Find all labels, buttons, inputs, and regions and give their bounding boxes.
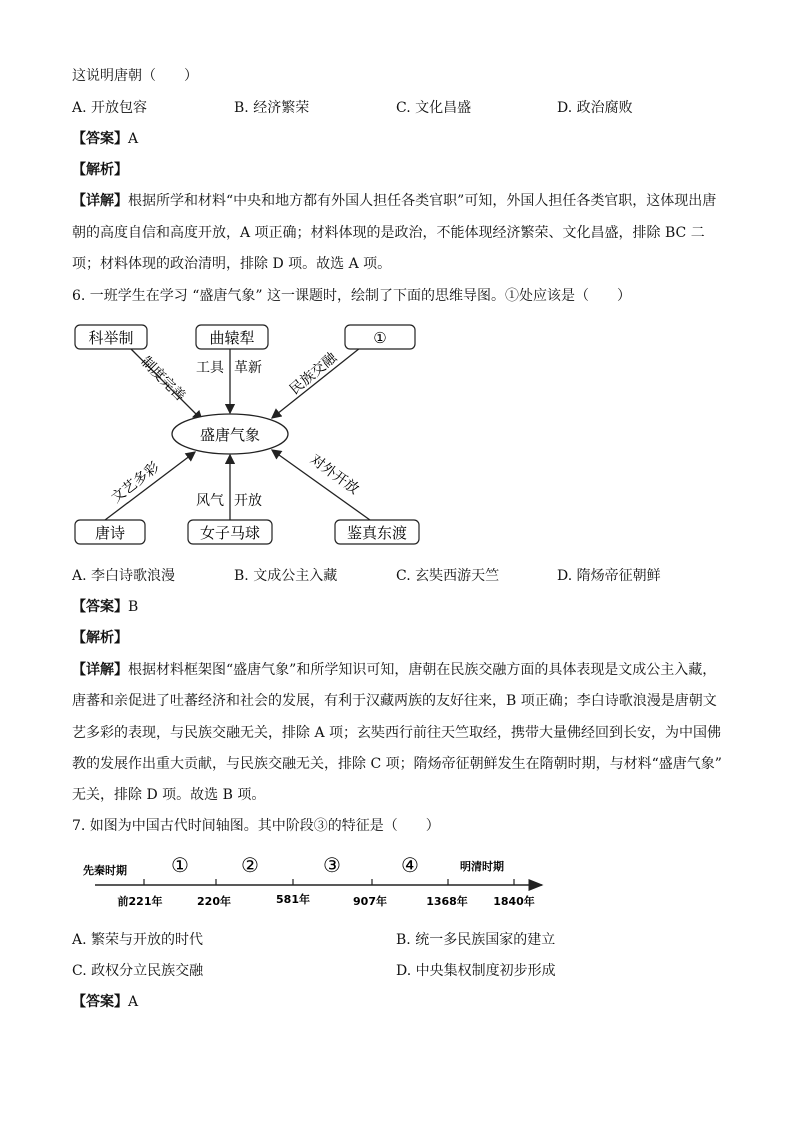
node-top-right: ① — [373, 329, 387, 347]
node-bottom-mid: 女子马球 — [199, 524, 261, 542]
edge-label-bottom-right: 对外开放 — [306, 451, 362, 498]
detail-text: 根据材料框架图“盛唐气象”和所学知识可知，唐朝在民族交融方面的具体表现是文成公主入藏， — [128, 662, 717, 678]
q6-detail-5: 无关，排除 D 项。故选 B 项。 — [72, 787, 266, 803]
tick-label: 581年 — [276, 893, 310, 906]
answer-value: A — [128, 131, 139, 147]
q6-option-a: A. 李白诗歌浪漫 — [72, 568, 176, 584]
node-top-mid: 曲辕犁 — [209, 329, 255, 347]
edge-label-bottom-mid-a: 风气 — [196, 493, 224, 509]
edge-label-top-right: 民族交融 — [286, 349, 341, 399]
q6-detail-2: 唐蕃和亲促进了吐蕃经济和社会的发展，有利于汉藏两族的友好往来，B 项正确；李白诗歌浪漫是唐朝文 — [72, 693, 717, 709]
edge-label-bottom-mid-b: 开放 — [234, 493, 262, 509]
q6-option-b: B. 文成公主入藏 — [234, 568, 338, 584]
detail-text: 根据所学和材料“中央和地方都有外国人担任各类官职”可知，外国人担任各类官职，这体现出唐 — [128, 193, 717, 209]
q7-option-a: A. 繁荣与开放的时代 — [72, 932, 204, 948]
q6-option-d: D. 隋炀帝征朝鲜 — [557, 568, 661, 584]
stage-1: ① — [171, 853, 189, 877]
q6-detail-4: 教的发展作出重大贡献，与民族交融无关，排除 C 项；隋炀帝征朝鲜发生在隋朝时期，与材料“盛唐气象” — [72, 756, 722, 772]
q5-option-b: B. 经济繁荣 — [234, 100, 310, 116]
q6-detail-3: 艺多彩的表现，与民族交融无关，排除 A 项；玄奘西行前往天竺取经，携带大量佛经回到长安，为中国佛 — [72, 725, 722, 741]
q6-answer — [72, 597, 138, 617]
q7-timeline — [70, 845, 560, 915]
q6-analysis-tag: 【解析】 — [72, 630, 128, 646]
detail-tag: 【详解】 — [72, 193, 128, 209]
period-right: 明清时期 — [460, 860, 504, 873]
stage-2: ② — [241, 853, 259, 877]
tick-label: 前221年 — [117, 895, 163, 908]
node-bottom-right: 鉴真东渡 — [346, 524, 408, 542]
q6-detail-1 — [72, 660, 716, 680]
answer-value: A — [128, 994, 139, 1010]
edge-label-bottom-left: 文艺多彩 — [108, 459, 163, 507]
edge-label-top-mid-b: 革新 — [234, 360, 262, 376]
edge-label-top-left: 制度完善 — [137, 353, 189, 405]
tick-label: 1840年 — [493, 895, 535, 908]
answer-value: B — [128, 599, 139, 615]
stage-4: ④ — [401, 853, 419, 877]
q6-mind-map — [60, 316, 440, 552]
q7-stem: 7. 如图为中国古代时间轴图。其中阶段③的特征是（ ） — [72, 818, 440, 834]
q5-detail-1 — [72, 191, 716, 211]
q5-option-d: D. 政治腐败 — [557, 100, 633, 116]
q7-option-c: C. 政权分立民族交融 — [72, 963, 204, 979]
q5-detail-2: 朝的高度自信和高度开放，A 项正确；材料体现的是政治，不能体现经济繁荣、文化昌盛，排除 BC 二 — [72, 225, 705, 241]
center-label: 盛唐气象 — [199, 426, 261, 444]
arrow-top-right — [272, 348, 360, 418]
q7-option-b: B. 统一多民族国家的建立 — [396, 932, 556, 948]
q5-analysis-tag: 【解析】 — [72, 162, 128, 178]
q5-answer — [72, 129, 138, 149]
node-top-left: 科举制 — [88, 329, 134, 347]
node-bottom-left: 唐诗 — [94, 524, 126, 542]
q5-option-a: A. 开放包容 — [72, 100, 148, 116]
q6-stem: 6. 一班学生在学习 “盛唐气象” 这一课题时，绘制了下面的思维导图。①处应该是（ ） — [72, 288, 632, 304]
tick-label: 1368年 — [426, 895, 468, 908]
q7-option-d: D. 中央集权制度初步形成 — [396, 963, 556, 979]
detail-tag: 【详解】 — [72, 662, 128, 678]
edge-label-top-mid-a: 工具 — [196, 360, 224, 376]
answer-tag: 【答案】 — [72, 599, 128, 615]
answer-tag: 【答案】 — [72, 994, 128, 1010]
q5-stem-tail: 这说明唐朝（ ） — [72, 68, 198, 84]
q5-option-c: C. 文化昌盛 — [396, 100, 472, 116]
answer-tag: 【答案】 — [72, 131, 128, 147]
q7-answer — [72, 992, 138, 1012]
stage-3: ③ — [323, 853, 341, 877]
tick-label: 220年 — [197, 895, 231, 908]
tick-label: 907年 — [353, 895, 387, 908]
period-left: 先秦时期 — [83, 864, 127, 877]
q6-option-c: C. 玄奘西游天竺 — [396, 568, 500, 584]
q5-detail-3: 项；材料体现的政治清明，排除 D 项。故选 A 项。 — [72, 256, 392, 272]
